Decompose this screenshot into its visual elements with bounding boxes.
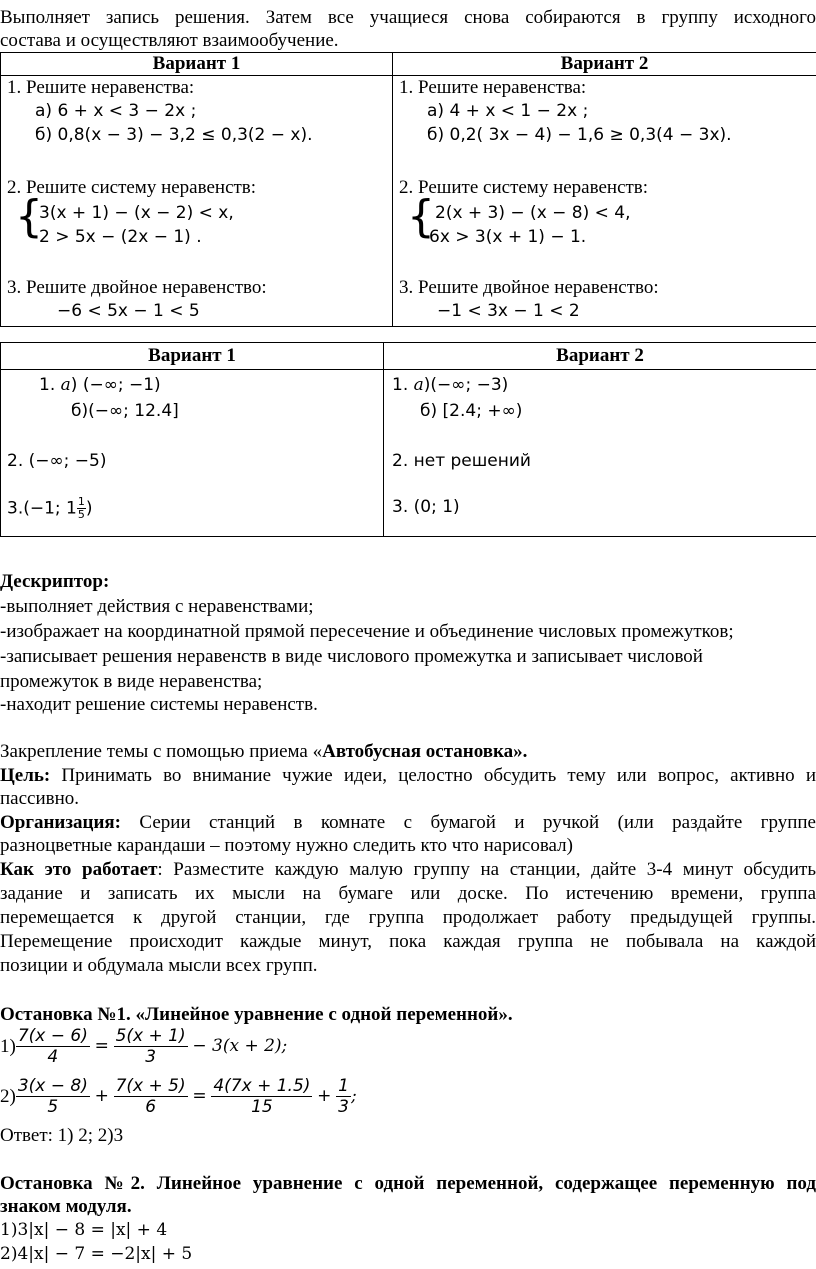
v2-answer1-number: 1. — [392, 375, 409, 395]
descriptor-title-text: Дескриптор: — [0, 571, 110, 592]
v1-answer3-frac-den: 5 — [77, 508, 85, 521]
v2-task1-a: а) 4 + x < 1 − 2x ; — [427, 101, 589, 121]
tasks-cell-v2 — [393, 76, 816, 327]
eq2-label: 2) — [0, 1086, 16, 1107]
eq1-tail: − 3(x + 2); — [192, 1036, 288, 1056]
tasks-header-v2: Вариант 2 — [393, 53, 816, 76]
descriptor-item-3: -записывает решения неравенств в виде числового промежутка и записывает числовой — [0, 646, 703, 667]
v1-system-brace: { — [15, 191, 43, 242]
eq2-plus: + — [94, 1086, 109, 1106]
org-label: Организация: — [0, 812, 122, 833]
stop2-title-text-2: знаком модуля. — [0, 1196, 132, 1217]
eq2-frac2-num: 7(x + 5) — [115, 1076, 186, 1096]
v2-answer1-a — [392, 374, 508, 397]
eq2-plus-2: + — [317, 1086, 332, 1106]
v1-task1-title: 1. Решите неравенства: — [7, 77, 195, 98]
eq1-fraction-1 — [16, 1026, 90, 1067]
org-text: Серии станций в комнате с бумагой и ручкой (или раздайте группе — [121, 812, 816, 833]
stop1-equation-1 — [0, 1026, 816, 1067]
v2-system-brace: { — [407, 191, 435, 242]
eq2-frac2-den: 6 — [145, 1097, 157, 1117]
eq2-frac1-den: 5 — [47, 1097, 59, 1117]
v2-task3-eq: −1 < 3x − 1 < 2 — [437, 301, 580, 321]
v2-answer3: 3. (0; 1) — [392, 497, 460, 517]
v2-task1-title: 1. Решите неравенства: — [399, 77, 587, 98]
stop1-answer: Ответ: 1) 2; 2)3 — [0, 1125, 124, 1146]
how-line-4: Перемещение происходит каждые минут, пока каждая группа не побывала на каждой — [0, 931, 816, 952]
stop2-equation-2: 2)4|x| − 7 = −2|x| + 5 — [0, 1244, 193, 1264]
org-line-2: разноцветные карандаши – поэтому нужно следить кто что нарисовал) — [0, 835, 573, 856]
answers-cell-v2 — [384, 370, 816, 537]
v2-answer1-a-value: )(−∞; −3) — [423, 375, 509, 395]
v1-answer1-a-value: ) (−∞; −1) — [70, 375, 161, 395]
eq1-frac2-num: 5(x + 1) — [115, 1026, 186, 1046]
eq2-frac4-num: 1 — [338, 1076, 349, 1096]
v2-task2-title: 2. Решите систему неравенств: — [399, 177, 649, 198]
stop2-equation-1: 1)3|x| − 8 = |x| + 4 — [0, 1220, 168, 1240]
v1-answer1-a — [39, 374, 161, 397]
answers-cell-v1 — [1, 370, 384, 537]
v1-task3-title: 3. Решите двойное неравенство: — [7, 277, 267, 298]
v2-answer2: 2. нет решений — [392, 451, 531, 471]
eq1-label: 1) — [0, 1036, 16, 1057]
v1-answer3-pre: 3.(−1; 1 — [7, 498, 77, 519]
descriptor-item-3-cont: промежуток в виде неравенства; — [0, 671, 263, 692]
eq1-fraction-2 — [114, 1026, 188, 1067]
v1-answer3-fraction — [77, 496, 86, 521]
eq2-frac1-num: 3(x − 8) — [17, 1076, 88, 1096]
stop1-title-text: Остановка №1. «Линейное уравнение с одной переменной». — [0, 1004, 513, 1025]
eq2-frac4-den: 3 — [338, 1097, 349, 1117]
goal-line-2: пассивно. — [0, 788, 80, 809]
how-line-2: задание и записать их мысли на бумаге или доске. По истечению времени, группа — [0, 883, 816, 904]
v2-task2-line2: 6x > 3(x + 1) − 1. — [429, 227, 587, 247]
v1-answer1-b: б)(−∞; 12.4] — [71, 401, 179, 421]
v1-answer3 — [7, 496, 93, 521]
how-line-5: позиции и обдумала мысли всех групп. — [0, 955, 318, 976]
tasks-table — [0, 52, 816, 327]
tasks-header-v1: Вариант 1 — [1, 53, 393, 76]
v1-task2-line1: 3(x + 1) − (x − 2) < x, — [39, 203, 234, 223]
v1-task1-b: б) 0,8(x − 3) − 3,2 ≤ 0,3(2 − x). — [35, 125, 313, 145]
descriptor-item-2: -изображает на координатной прямой пересечение и объединение числовых промежутков; — [0, 621, 734, 642]
descriptor-item-1: -выполняет действия с неравенствами; — [0, 596, 314, 617]
eq1-equals: = — [94, 1036, 109, 1056]
tasks-cell-v1 — [1, 76, 393, 327]
consolidation-technique-name: Автобусная остановка». — [322, 741, 528, 762]
v2-task3-title: 3. Решите двойное неравенство: — [399, 277, 659, 298]
answers-header-v2: Вариант 2 — [384, 343, 816, 370]
v1-task3-eq: −6 < 5x − 1 < 5 — [57, 301, 200, 321]
answers-table — [0, 342, 816, 537]
how-label: Как это работает — [0, 859, 158, 880]
stop1-title — [0, 1003, 816, 1026]
consolidation-intro — [0, 740, 816, 763]
intro-line-2: состава и осуществляют взаимообучение. — [0, 30, 339, 51]
answers-header-v1: Вариант 1 — [1, 343, 384, 370]
eq2-frac3-den: 15 — [251, 1097, 273, 1117]
v1-answer3-post: ) — [85, 498, 93, 519]
v2-task2-line1: 2(x + 3) − (x − 8) < 4, — [435, 203, 631, 223]
v1-task1-a: а) 6 + x < 3 − 2x ; — [35, 101, 197, 121]
eq2-tail: ; — [350, 1086, 357, 1106]
goal-text: Принимать во внимание чужие идеи, целостно обсудить тему или вопрос, активно и — [50, 765, 816, 786]
goal-label: Цель: — [0, 765, 51, 786]
v2-task1-b: б) 0,2( 3x − 4) − 1,6 ≥ 0,3(4 − 3x). — [427, 125, 732, 145]
intro-line-1: Выполняет запись решения. Затем все учащиеся снова собираются в группу исходного — [0, 7, 816, 28]
eq2-frac3-num: 4(7x + 1.5) — [213, 1076, 311, 1096]
eq1-frac2-den: 3 — [145, 1047, 157, 1067]
descriptor-title — [0, 570, 816, 593]
how-text: : Разместите каждую малую группу на станции, дайте 3-4 минут обсудить — [157, 859, 816, 880]
stop1-equation-2 — [0, 1076, 816, 1117]
v1-task2-line2: 2 > 5x − (2x − 1) . — [39, 227, 202, 247]
v1-answer1-a-label: a — [60, 375, 71, 395]
stop2-title-line-2 — [0, 1195, 816, 1218]
v1-answer2: 2. (−∞; −5) — [7, 451, 107, 471]
v1-answer3-frac-num: 1 — [77, 495, 85, 508]
v2-answer1-a-label: a — [413, 375, 424, 395]
v1-answer1-number: 1. — [39, 375, 56, 395]
how-line-3: перемещается к другой станции, где группа продолжает работу предыдущей группы. — [0, 907, 816, 928]
v1-task2-title: 2. Решите систему неравенств: — [7, 177, 257, 198]
descriptor-item-4: -находит решение системы неравенств. — [0, 694, 318, 715]
eq1-frac1-num: 7(x − 6) — [17, 1026, 88, 1046]
eq2-fraction-2 — [114, 1076, 188, 1117]
eq2-fraction-1 — [16, 1076, 90, 1117]
eq1-frac1-den: 4 — [47, 1047, 59, 1067]
consolidation-intro-text: Закрепление темы с помощью приема « — [0, 741, 323, 762]
stop2-title-text: Остановка №2. Линейное уравнение с одной переменной, содержащее переменную под — [0, 1173, 816, 1194]
v2-answer1-b: б) [2.4; +∞) — [420, 401, 523, 421]
eq2-equals: = — [192, 1086, 207, 1106]
eq2-fraction-3 — [211, 1076, 312, 1117]
eq2-fraction-4 — [336, 1076, 351, 1117]
